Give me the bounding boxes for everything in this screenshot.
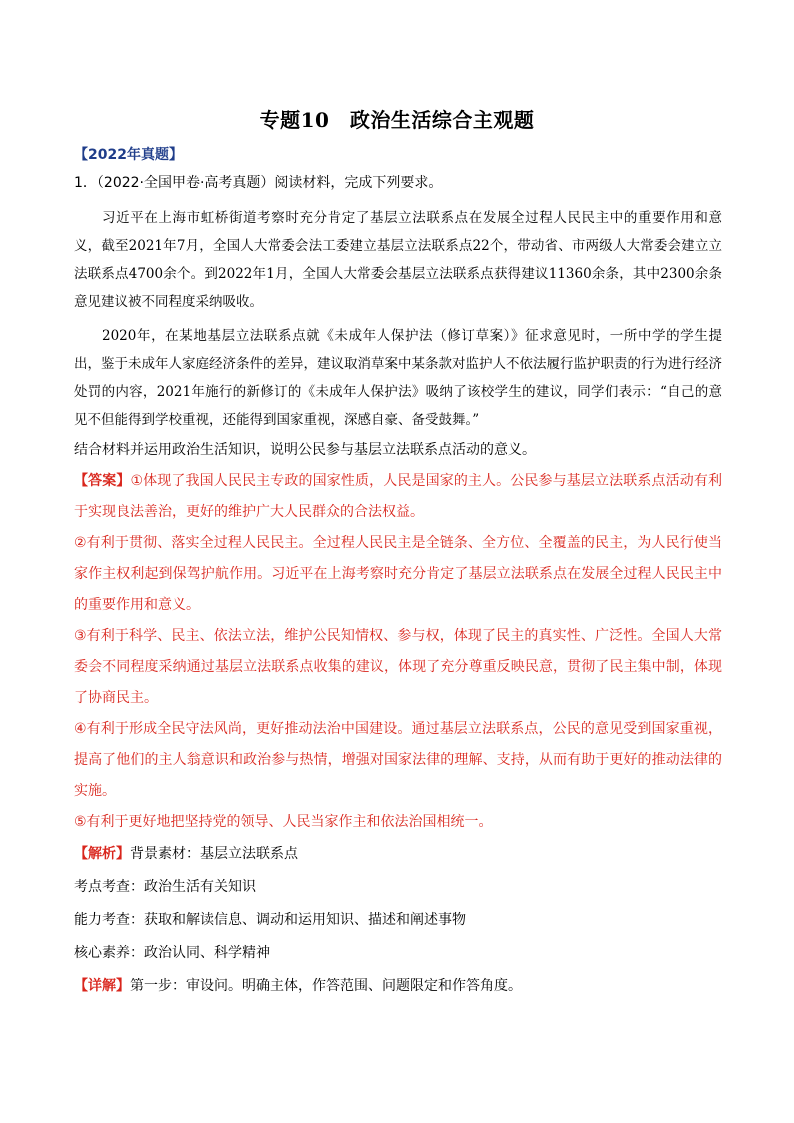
detail-tag: 【详解】 [74, 978, 130, 994]
analysis-ability: 能力考查：获取和解读信息、调动和运用知识、描述和阐述事物 [74, 912, 466, 928]
detail-text: 第一步：审设问。明确主体，作答范围、问题限定和作答角度。 [130, 978, 522, 994]
document-content [74, 142, 722, 1003]
answer-item-3: ③有利于科学、民主、依法立法，维护公民知情权、参与权，体现了民主的真实性、广泛性。全国人大常委会不同程度采纳通过基层立法联系点收集的建议，体现了充分尊重反映民意，贯彻了民主集中制，体现了协商民主。 [74, 628, 722, 706]
analysis-tag: 【解析】 [74, 846, 130, 862]
section-tag-label: 【2022年真题】 [74, 147, 183, 163]
answer-tag: 【答案】 [74, 473, 131, 489]
question-prompt: 结合材料并运用政治生活知识，说明公民参与基层立法联系点活动的意义。 [74, 442, 536, 458]
material-paragraph-1: 习近平在上海市虹桥街道考察时充分肯定了基层立法联系点在发展全过程人民民主中的重要作用和意义，截至2021年7月，全国人大常委会法工委建立基层立法联系点22个，带动省、市两级人大常委会建立立法联系点4700余个。到2022年1月，全国人大常委会基层立法联系点获得建议11360余条，其中2300余条意见建议被不同程度采纳吸收。 [74, 210, 722, 310]
answer-item-5: ⑤有利于更好地把坚持党的领导、人民当家作主和依法治国相统一。 [74, 814, 493, 830]
question-heading: 1．（2022·全国甲卷·高考真题）阅读材料，完成下列要求。 [74, 175, 443, 191]
analysis-background-text: 背景素材：基层立法联系点 [130, 846, 298, 862]
answer-item-1 [74, 466, 722, 528]
answer-item-text: ①体现了我国人民民主专政的国家性质，人民是国家的主人。公民参与基层立法联系点活动有利于实现良法善治，更好的维护广大人民群众的合法权益。 [74, 473, 722, 520]
analysis-knowledge: 考点考查：政治生活有关知识 [74, 879, 256, 895]
detail-step [74, 970, 722, 1003]
material-paragraph-2: 2020年，在某地基层立法联系点就《未成年人保护法（修订草案）》征求意见时，一所中学的学生提出，鉴于未成年人家庭经济条件的差异，建议取消草案中某条款对监护人不依法履行监护职责的行为进行经济处罚的内容，2021年施行的新修订的《未成年人保护法》吸纳了该校学生的建议，同学们表示：“自己的意见不但能得到学校重视，还能得到国家重视，深感自豪、备受鼓舞。” [74, 328, 722, 428]
answer-item-4: ④有利于形成全民守法风尚，更好推动法治中国建设。通过基层立法联系点，公民的意见受到国家重视，提高了他们的主人翁意识和政治参与热情，增强对国家法律的理解、支持，从而有助于更好的推动法律的实施。 [74, 721, 722, 799]
section-tag [74, 142, 722, 168]
page-title: 专题10 政治生活综合主观题 [259, 108, 535, 132]
analysis-background [74, 838, 722, 871]
analysis-literacy: 核心素养：政治认同、科学精神 [74, 945, 270, 961]
answer-item-2: ②有利于贯彻、落实全过程人民民主。全过程人民民主是全链条、全方位、全覆盖的民主，为人民行使当家作主权利起到保驾护航作用。习近平在上海考察时充分肯定了基层立法联系点在发展全过程人民民主中的重要作用和意义。 [74, 535, 722, 613]
